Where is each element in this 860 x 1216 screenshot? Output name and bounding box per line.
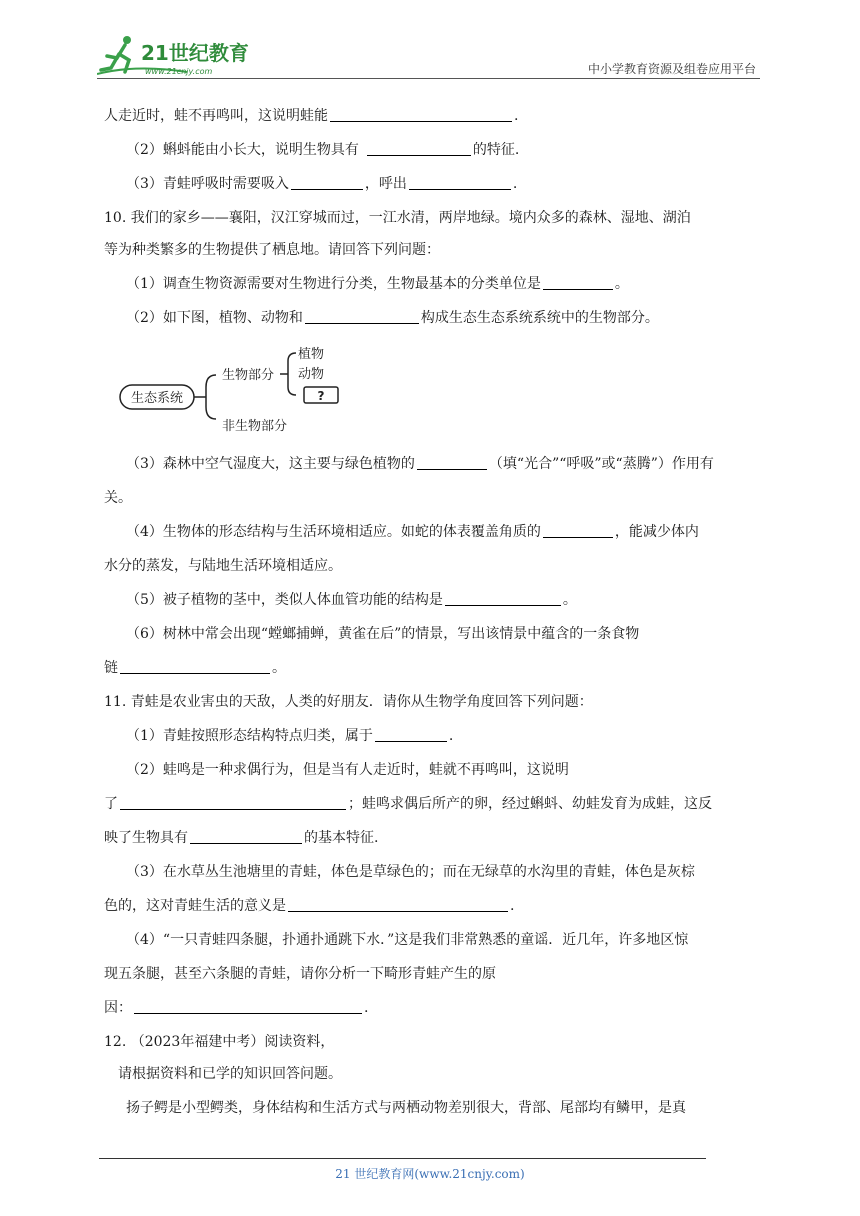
answer-blank[interactable]: [120, 794, 346, 810]
ecosystem-root-label: 生态系统: [130, 391, 184, 406]
q11-part4: （4）“一只青蛙四条腿，扑通扑通跳下水．”这是我们非常熟悉的童谣．近几年，许多地区惊: [126, 932, 689, 948]
q9-part3: （3）青蛙呼吸时需要吸入 ，呼出 .: [126, 176, 518, 192]
logo-url: www.21cnjy.com: [145, 67, 213, 76]
q12-instruction: 请根据资料和已学的知识回答问题。: [118, 1066, 342, 1082]
question-mark-icon: ?: [317, 389, 325, 403]
answer-blank[interactable]: [543, 522, 613, 538]
footer-divider: [99, 1158, 706, 1159]
q10-part6: （6）树林中常会出现“螳螂捕蝉，黄雀在后”的情景，写出该情景中蕴含的一条食物: [126, 626, 640, 642]
q12-passage: 扬子鳄是小型鳄类，身体结构和生活方式与两栖动物差别很大，背部、尾部均有鳞甲，是真: [126, 1100, 686, 1116]
answer-blank[interactable]: [134, 998, 362, 1014]
page-footer: 21 世纪教育网(www.21cnjy.com): [335, 1167, 525, 1181]
answer-blank[interactable]: [375, 726, 447, 742]
q11-part1: （1）青蛙按照形态结构特点归类，属于 .: [126, 728, 454, 744]
platform-name: 中小学教育资源及组卷应用平台: [587, 62, 756, 76]
q11-part2: （2）蛙鸣是一种求偶行为，但是当有人走近时，蛙就不再鸣叫，这说明: [126, 762, 569, 778]
site-logo: [97, 34, 267, 78]
q9-part2: （2）蝌蚪能由小长大，说明生物具有 的特征.: [126, 142, 520, 158]
plant-label: 植物: [298, 347, 325, 362]
q10-stem-line1: 10. 我们的家乡——襄阳，汉江穿城而过，一江水清，两岸地绿。境内众多的森林、湿地、湖泊: [104, 210, 691, 226]
q11-stem: 11. 青蛙是农业害虫的天敌，人类的好朋友．请你从生物学角度回答下列问题：: [104, 694, 593, 710]
answer-blank[interactable]: [305, 308, 419, 324]
q11-part2-line3: 映了生物具有 的基本特征.: [104, 830, 379, 846]
q10-part6-line2: 链 。: [104, 660, 286, 676]
answer-blank[interactable]: [367, 140, 471, 156]
answer-blank[interactable]: [445, 590, 561, 606]
page-header: [97, 34, 760, 80]
q10-part3: （3）森林中空气湿度大，这主要与绿色植物的 （填“光合”“呼吸”或“蒸腾”）作用有: [126, 456, 714, 472]
q11-part3-line2: 色的，这对青蛙生活的意义是 .: [104, 898, 515, 914]
answer-blank[interactable]: [330, 106, 512, 122]
answer-blank[interactable]: [291, 174, 363, 190]
q10-stem-line2: 等为种类繁多的生物提供了栖息地。请回答下列问题：: [104, 242, 440, 258]
brace-biotic: [280, 353, 296, 395]
q11-part3: （3）在水草丛生池塘里的青蛙，体色是草绿色的；而在无绿草的水沟里的青蛙，体色是灰棕: [126, 864, 695, 880]
answer-blank[interactable]: [417, 454, 487, 470]
q10-part4: （4）生物体的形态结构与生活环境相适应。如蛇的体表覆盖角质的 ，能减少体内: [126, 524, 699, 540]
q11-part4-line2: 现五条腿，甚至六条腿的青蛙，请你分析一下畸形青蛙产生的原: [104, 966, 496, 982]
brace-main: [194, 375, 216, 419]
answer-blank[interactable]: [288, 896, 508, 912]
q10-part3-line2: 关。: [104, 490, 132, 506]
q10-part2: （2）如下图，植物、动物和 构成生态生态系统系统中的生物部分。: [126, 310, 659, 326]
q12-stem: 12. （2023年福建中考）阅读资料，: [104, 1034, 335, 1050]
answer-blank[interactable]: [120, 658, 270, 674]
logo-text: 21世纪教育: [141, 41, 249, 65]
q10-part4-line2: 水分的蒸发，与陆地生活环境相适应。: [104, 558, 342, 574]
answer-blank[interactable]: [543, 274, 613, 290]
q10-part5: （5）被子植物的茎中，类似人体血管功能的结构是 。: [126, 592, 577, 608]
q9-line1: 人走近时，蛙不再鸣叫，这说明蛙能 .: [104, 108, 519, 124]
answer-blank[interactable]: [409, 174, 511, 190]
q10-part1: （1）调查生物资源需要对生物进行分类，生物最基本的分类单位是 。: [126, 276, 629, 292]
q11-part2-line2: 了 ；蛙鸣求偶后所产的卵，经过蝌蚪、幼蛙发育为成蛙，这反: [104, 796, 712, 812]
answer-blank[interactable]: [190, 828, 302, 844]
biotic-label: 生物部分: [222, 368, 275, 383]
ecosystem-diagram: [118, 343, 348, 435]
animal-label: 动物: [298, 367, 325, 382]
q11-part4-line3: 因： .: [104, 1000, 369, 1016]
abiotic-label: 非生物部分: [222, 419, 288, 434]
header-divider: [97, 78, 760, 79]
